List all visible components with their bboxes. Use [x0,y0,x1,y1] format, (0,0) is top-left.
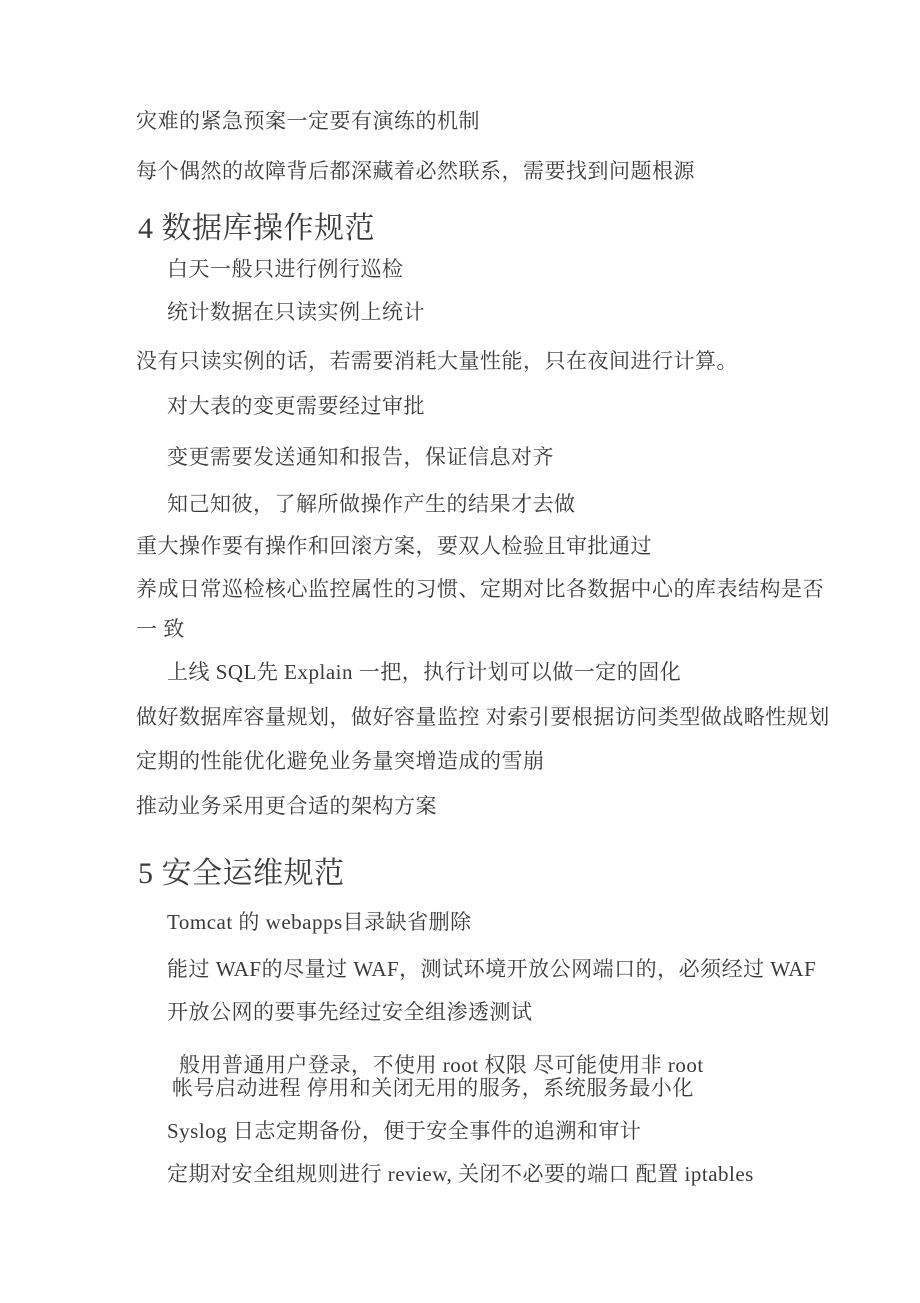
section4-line-readonly-stats: 统计数据在只读实例上统计 [167,300,425,324]
section4-line-rollback-plan: 重大操作要有操作和回滚方案，要双人检验且审批通过 [136,534,652,558]
section4-line-night-computation: 没有只读实例的话，若需要消耗大量性能，只在夜间进行计算。 [136,349,738,373]
section5-line-security-group-review: 定期对安全组规则进行 review, 关闭不必要的端口 配置 iptables [167,1162,754,1186]
section5-line-syslog-backup: Syslog 日志定期备份，便于安全事件的追溯和审计 [167,1119,642,1143]
section4-line-change-notification: 变更需要发送通知和报告，保证信息对齐 [167,445,554,469]
section5-heading: 5 安全运维规范 [138,857,345,890]
section5-root-account-paragraph [136,1054,810,1100]
section4-line-architecture: 推动业务采用更合适的架构方案 [136,794,437,818]
section5-line-tomcat-webapps: Tomcat 的 webapps目录缺省删除 [167,910,472,934]
section4-line-routine-inspection: 白天一般只进行例行巡检 [167,257,404,281]
intro-line-2: 每个偶然的故障背后都深藏着必然联系，需要找到问题根源 [136,159,695,183]
section4-line-sql-explain: 上线 SQL先 Explain 一把，执行计划可以做一定的固化 [167,660,682,684]
section4-heading: 4 数据库操作规范 [138,212,375,245]
section4-line-table-change-approval: 对大表的变更需要经过审批 [167,394,425,418]
section5-line-penetration-test: 开放公网的要事先经过安全组渗透测试 [167,1000,533,1024]
section5-line-waf: 能过 WAF的尽量过 WAF，测试环境开放公网端口的，必须经过 WAF [167,957,817,981]
section4-line-schema-compare-cont: 一 致 [136,617,185,641]
section4-line-schema-compare: 养成日常巡检核心监控属性的习惯、定期对比各数据中心的库表结构是否 [136,577,824,601]
section4-line-know-results: 知己知彼，了解所做操作产生的结果才去做 [167,492,576,516]
section5-line-non-root-login: 般用普通用户登录，不使用 root 权限 尽可能使用非 root [179,1053,704,1077]
intro-line-1: 灾难的紧急预案一定要有演练的机制 [136,109,480,133]
section4-line-capacity-planning: 做好数据库容量规划，做好容量监控 对索引要根据访问类型做战略性规划 [136,705,830,729]
section4-line-performance-optimization: 定期的性能优化避免业务量突增造成的雪崩 [136,749,545,773]
section5-line-service-minimization: 帐号启动进程 停用和关闭无用的服务，系统服务最小化 [172,1076,694,1100]
